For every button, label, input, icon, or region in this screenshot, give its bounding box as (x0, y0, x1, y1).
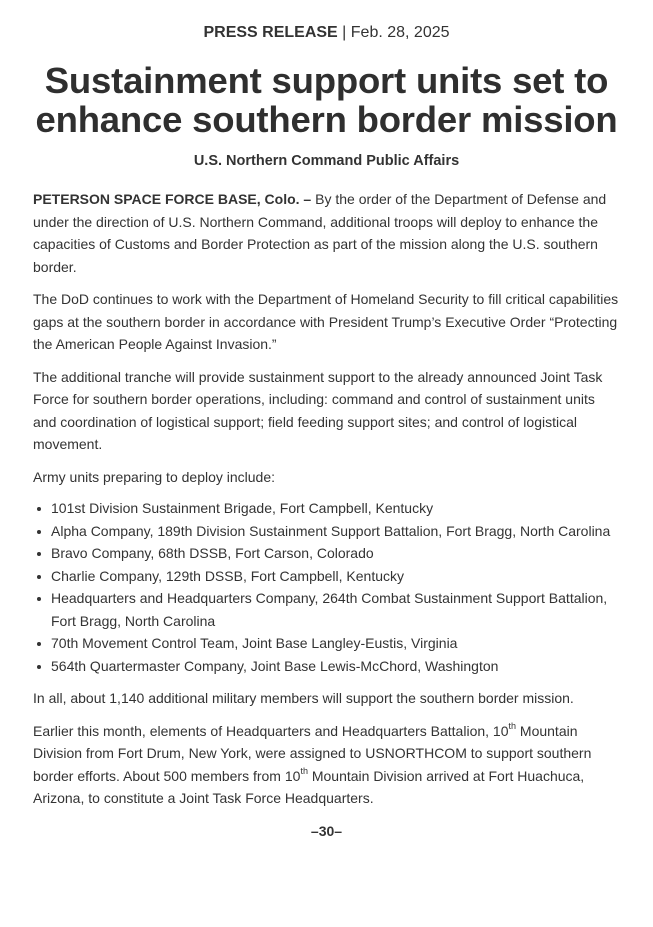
press-release-label: PRESS RELEASE (203, 24, 338, 41)
paragraph-4: Army units preparing to deploy include: (33, 468, 276, 485)
list-item: Bravo Company, 68th DSSB, Fort Carson, Colorado (51, 542, 620, 565)
list-item: 70th Movement Control Team, Joint Base Langley-Eustis, Virginia (51, 632, 620, 655)
press-release-page (0, 23, 653, 839)
list-item: Charlie Company, 129th DSSB, Fort Campbell, Kentucky (51, 565, 620, 588)
end-mark: –30– (310, 822, 343, 839)
paragraph-1 (33, 188, 620, 278)
army-units-list (33, 497, 620, 677)
kicker-separator: | (337, 24, 351, 41)
list-item: Alpha Company, 189th Division Sustainment Support Battalion, Fort Bragg, North Carolina (51, 520, 620, 543)
byline: U.S. Northern Command Public Affairs (193, 153, 460, 169)
paragraph-6 (33, 720, 620, 810)
ordinal-superscript: th (300, 765, 308, 776)
article-body (33, 188, 620, 810)
paragraph-6-part-b: Mountain Division from Fort Drum, New York, were assigned to USNORTHCOM to support southern border efforts. About 500 members from 10 (33, 722, 592, 784)
paragraph-1-text: By the order of the Department of Defense and under the direction of U.S. Northern Command, additional troops will deploy to enhance the capacities of Customs and Border Protection as part of the mission along the U.S. southern border. (33, 191, 607, 275)
list-item: Headquarters and Headquarters Company, 264th Combat Sustainment Support Battalion, Fort Bragg, North Carolina (51, 587, 620, 632)
dateline: PETERSON SPACE FORCE BASE, Colo. – (33, 191, 312, 207)
paragraph-6-part-c: Mountain Division arrived at Fort Huachuca, Arizona, to constitute a Joint Task Force Headquarters. (33, 767, 585, 806)
list-item: 101st Division Sustainment Brigade, Fort Campbell, Kentucky (51, 497, 620, 520)
ordinal-superscript: th (508, 720, 517, 731)
release-date: Feb. 28, 2025 (350, 24, 450, 41)
paragraph-3: The additional tranche will provide sustainment support to the already announced Joint Task Force for southern border operations, including: command and control of sustainment units and coordination of logistical support; field feeding support sites; and control of logistical movement. (33, 368, 603, 452)
release-kicker (33, 23, 620, 43)
paragraph-2: The DoD continues to work with the Department of Homeland Security to fill critical capabilities gaps at the southern border in accordance with President Trump’s Executive Order “Protecting the American People Against Invasion.” (33, 291, 619, 352)
paragraph-5: In all, about 1,140 additional military members will support the southern border mission. (33, 690, 574, 706)
page-title: Sustainment support units set to enhance southern border mission (35, 60, 618, 140)
list-item: 564th Quartermaster Company, Joint Base Lewis-McChord, Washington (51, 655, 620, 678)
paragraph-6-part-a: Earlier this month, elements of Headquarters and Headquarters Battalion, 10 (33, 722, 509, 739)
